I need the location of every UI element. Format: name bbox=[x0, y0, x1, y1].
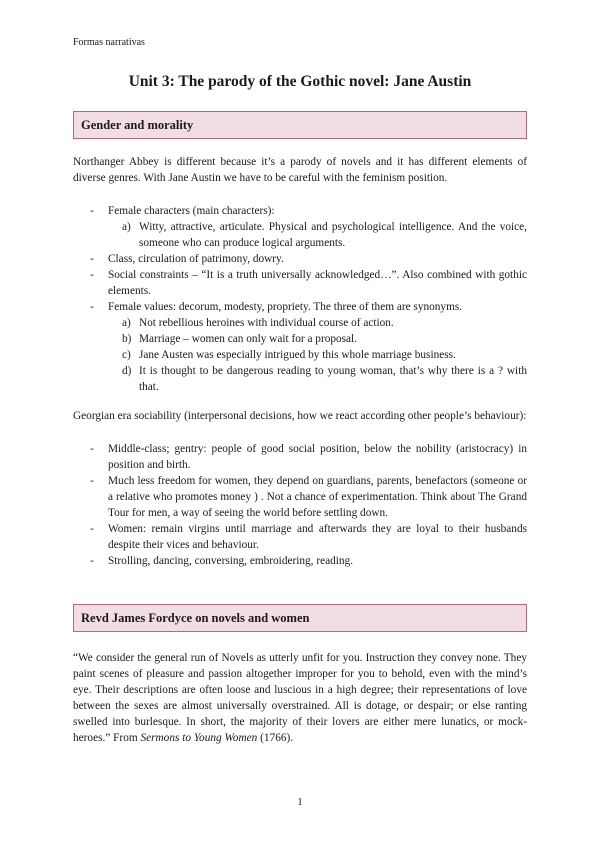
list-item-text: Middle-class; gentry: people of good social position, below the nobility (aristocracy) in position and birth. bbox=[108, 443, 527, 471]
quote-text: “We consider the general run of Novels as utterly unfit for you. Instruction they convey none. They paint scenes of pleasure and passion altogether improper for you to behold, even with the mind’s eye. Their descriptions are often loose and luscious in a high degree; their representations of love between the sexes are almost universally overstrained. All is dotage, or despair; or else ranting swelled into burlesque. In short, the majority of their lovers are either mere lunatics, or mock-heroes.” From bbox=[73, 652, 527, 744]
sub-item-letter: c) bbox=[122, 349, 131, 361]
dash-bullet: - bbox=[90, 475, 94, 487]
list-item-text: Women: remain virgins until marriage and afterwards they are loyal to their husbands despite their vices and behaviour. bbox=[108, 523, 527, 551]
female-characters-list bbox=[73, 203, 527, 395]
section-heading-fordyce bbox=[73, 604, 527, 632]
sub-list bbox=[108, 219, 527, 251]
page-title: Unit 3: The parody of the Gothic novel: Jane Austin bbox=[128, 73, 472, 90]
georgian-paragraph: Georgian era sociability (interpersonal decisions, how we react according other people’s behaviour): bbox=[73, 410, 527, 422]
section-heading-text: Revd James Fordyce on novels and women bbox=[81, 611, 310, 625]
sub-list-item bbox=[108, 219, 527, 251]
section-heading-text: Gender and morality bbox=[81, 118, 194, 132]
source-title: Sermons to Young Women bbox=[140, 732, 258, 744]
page-number: 1 bbox=[297, 796, 303, 808]
sub-item-letter: a) bbox=[122, 317, 131, 329]
dash-bullet: - bbox=[90, 205, 94, 217]
sub-list-item bbox=[108, 331, 527, 347]
list-item-text: Much less freedom for women, they depend on guardians, parents, benefactors (someone or a relative who promotes money ) . Not a chance of experimentation. Think about The Grand Tour for men, a way of seeing the world before settling down. bbox=[108, 475, 527, 519]
running-header: Formas narrativas bbox=[73, 37, 145, 48]
list-item bbox=[73, 267, 527, 299]
list-item bbox=[73, 441, 527, 473]
sub-item-text: Jane Austen was especially intrigued by this whole marriage business. bbox=[139, 349, 456, 361]
list-item bbox=[73, 553, 527, 569]
source-year: (1766). bbox=[257, 732, 294, 744]
list-item bbox=[73, 473, 527, 521]
sub-list-item bbox=[108, 347, 527, 363]
list-item-text: Strolling, dancing, conversing, embroidering, reading. bbox=[108, 555, 354, 567]
list-item bbox=[73, 203, 527, 251]
list-item-text: Female values: decorum, modesty, propriety. The three of them are synonyms. bbox=[108, 301, 463, 313]
list-item bbox=[73, 299, 527, 395]
sub-item-text: Marriage – women can only wait for a proposal. bbox=[139, 333, 358, 345]
sub-item-letter: d) bbox=[122, 365, 132, 377]
dash-bullet: - bbox=[90, 269, 94, 281]
list-item-text: Class, circulation of patrimony, dowry. bbox=[108, 253, 284, 265]
sub-item-letter: b) bbox=[122, 333, 132, 345]
intro-paragraph: Northanger Abbey is different because it’s a parody of novels and it has different elements of diverse genres. With Jane Austin we have to be careful with the feminism position. bbox=[73, 156, 527, 184]
list-item bbox=[73, 251, 527, 267]
list-item bbox=[73, 521, 527, 553]
sub-list bbox=[108, 315, 527, 395]
section-heading-gender bbox=[73, 111, 527, 139]
sub-item-letter: a) bbox=[122, 221, 131, 233]
dash-bullet: - bbox=[90, 301, 94, 313]
sub-item-text: It is thought to be dangerous reading to young woman, that’s why there is a ? with that. bbox=[139, 365, 527, 393]
dash-bullet: - bbox=[90, 443, 94, 455]
sub-list-item bbox=[108, 315, 527, 331]
list-item-text: Social constraints – “It is a truth universally acknowledged…”. Also combined with gothic elements. bbox=[108, 269, 527, 297]
georgian-list bbox=[73, 441, 527, 569]
fordyce-quote bbox=[73, 650, 527, 746]
list-item-text: Female characters (main characters): bbox=[108, 205, 275, 217]
dash-bullet: - bbox=[90, 253, 94, 265]
sub-item-text: Witty, attractive, articulate. Physical and psychological intelligence. And the voice, someone who can produce logical arguments. bbox=[139, 221, 527, 249]
sub-list-item bbox=[108, 363, 527, 395]
dash-bullet: - bbox=[90, 555, 94, 567]
sub-item-text: Not rebellious heroines with individual course of action. bbox=[139, 317, 394, 329]
dash-bullet: - bbox=[90, 523, 94, 535]
